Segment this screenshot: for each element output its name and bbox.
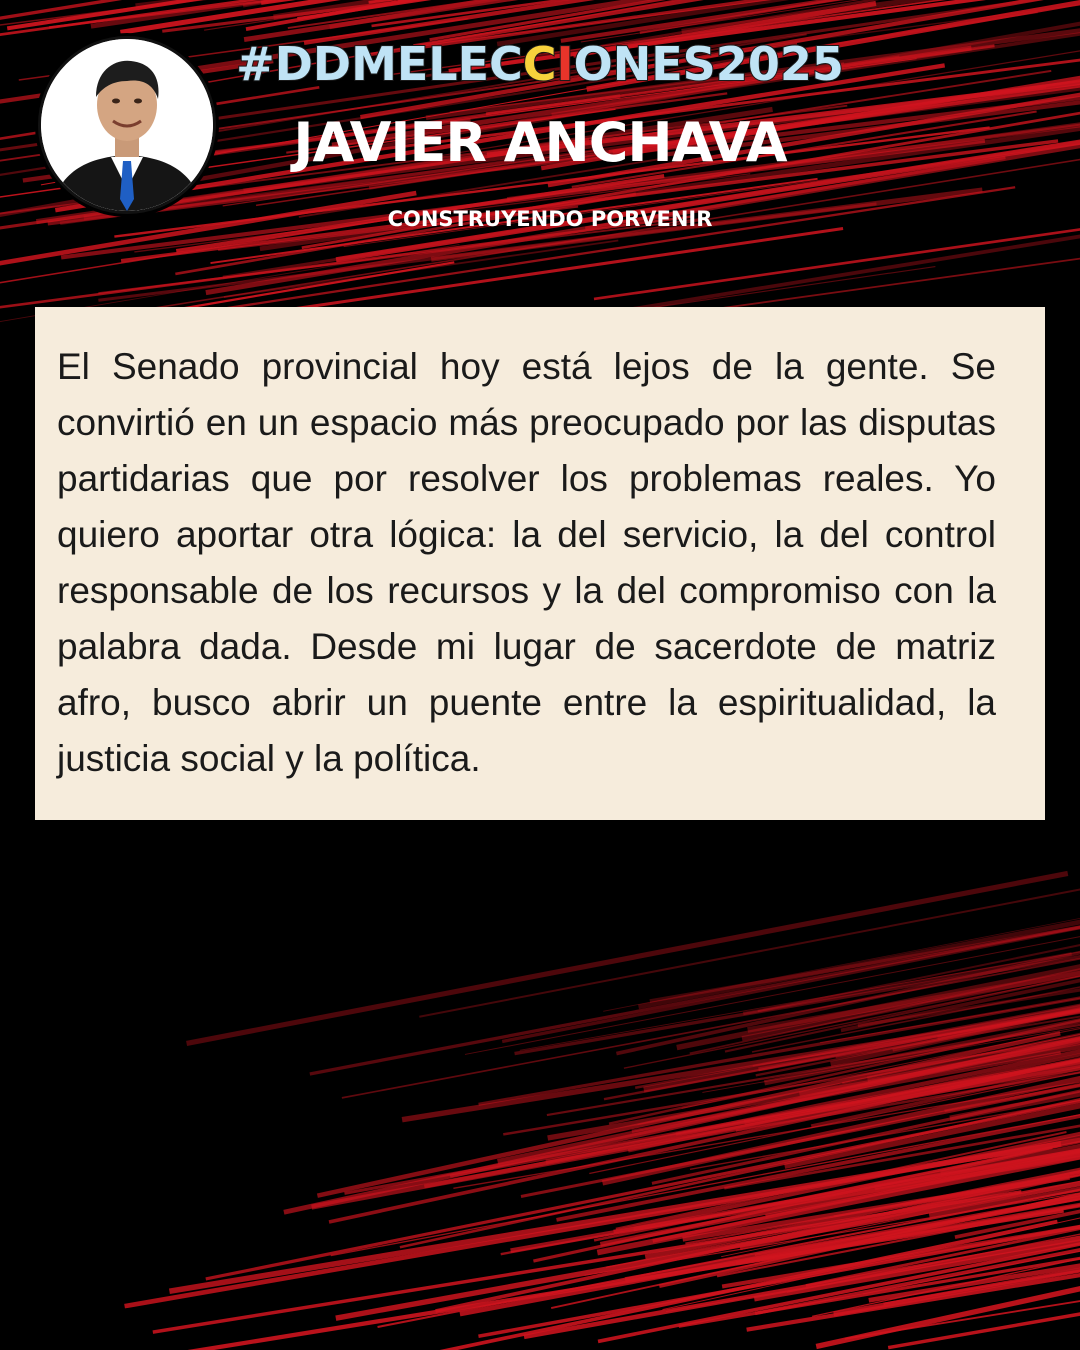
hashtag-part: I: [556, 37, 574, 91]
candidate-quote: El Senado provincial hoy está lejos de la gente. Se convirtió en un espacio más preocupado por las disputas partidarias que por resolver los problemas reales. Yo quiero aportar otra lógica: la del servicio, la del control responsable de los recursos y la del compromiso con la palabra dada. Desde mi lugar de sacerdote de matriz afro, busco abrir un puente entre la espiritualidad, la justicia social y la política.: [57, 346, 996, 779]
hashtag-part: ONES2025: [573, 37, 844, 91]
candidate-name: JAVIER ANCHAVA: [293, 111, 787, 174]
campaign-hashtag: [230, 36, 850, 92]
candidate-portrait-icon: [41, 39, 213, 211]
hashtag-part: #DDMELEC: [236, 37, 523, 91]
candidate-avatar: [38, 36, 216, 214]
red-streak: [310, 899, 1080, 1074]
hashtag-part: C: [522, 37, 557, 91]
quote-box: [35, 307, 1045, 820]
party-name: CONSTRUYENDO PORVENIR: [387, 207, 713, 231]
